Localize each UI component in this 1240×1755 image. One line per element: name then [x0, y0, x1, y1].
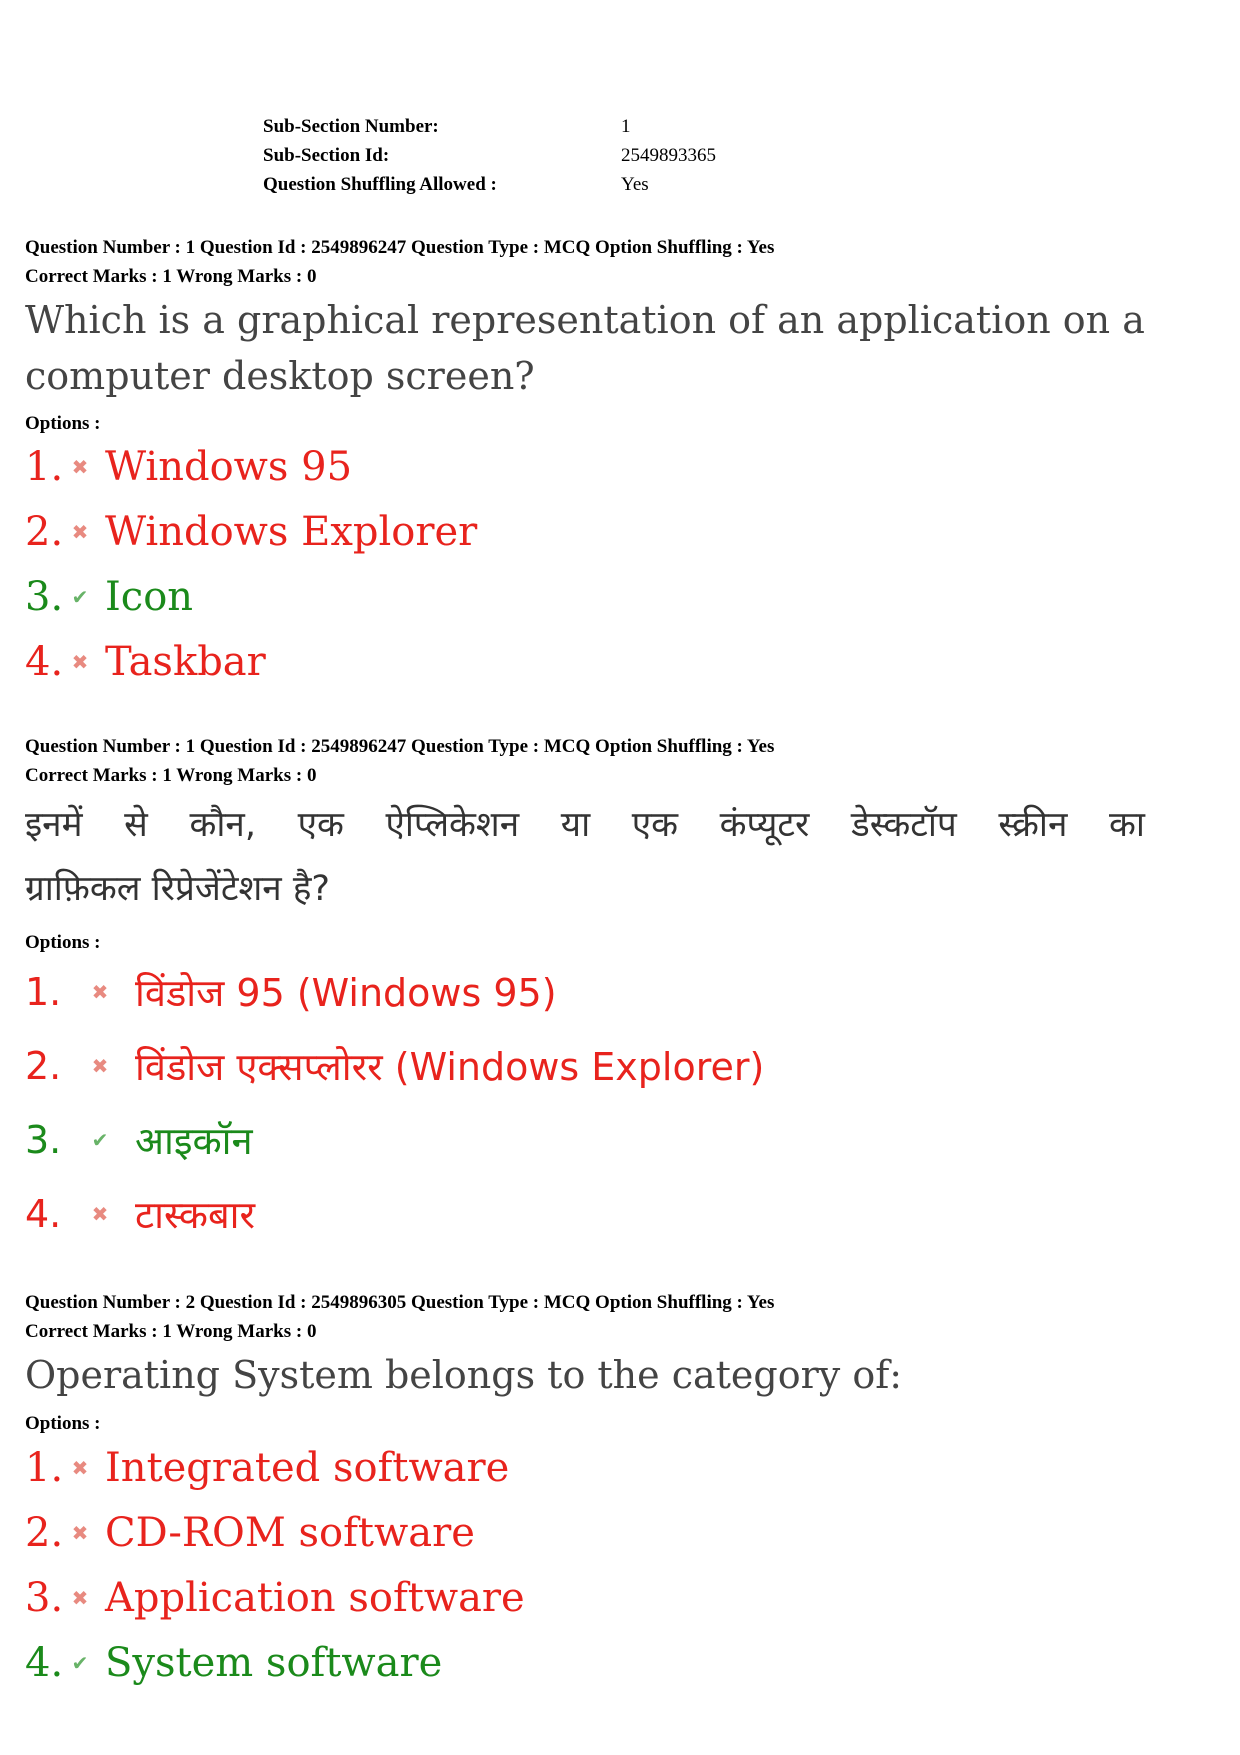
subsection-number-value: 1: [621, 116, 631, 137]
option-text: Icon: [105, 574, 194, 620]
option-number: 3.: [25, 1575, 64, 1621]
option-number: 1.: [25, 970, 62, 1014]
question-text-line: इनमें से कौन, एक ऐप्लिकेशन या एक कंप्यूटर डेस्कटॉप स्क्रीन का: [25, 805, 1145, 845]
question-header: Question Number : 2 Question Id : 2549896305 Question Type : MCQ Option Shuffling : Yes: [25, 1292, 775, 1313]
option-text: Taskbar: [105, 639, 266, 685]
option-3[interactable]: [25, 1107, 253, 1173]
option-4[interactable]: [25, 632, 266, 692]
options-label: Options :: [25, 932, 101, 953]
option-number: 4.: [25, 1640, 64, 1686]
subsection-number-label: Sub-Section Number:: [263, 116, 439, 137]
option-number: 2.: [25, 1510, 64, 1556]
option-number: 3.: [25, 1118, 62, 1162]
subsection-id-label: Sub-Section Id:: [263, 145, 390, 166]
option-text: Integrated software: [105, 1445, 510, 1491]
option-2[interactable]: [25, 1033, 764, 1099]
cross-icon: ✖: [91, 1054, 109, 1078]
question-header: Question Number : 1 Question Id : 2549896247 Question Type : MCQ Option Shuffling : Yes: [25, 237, 775, 258]
check-icon: ✔: [91, 1128, 109, 1152]
option-text: Windows Explorer: [105, 509, 478, 555]
question-text-line: Which is a graphical representation of an application on a: [25, 298, 1145, 342]
question-shuffling-value: Yes: [621, 174, 649, 195]
option-2[interactable]: [25, 1503, 475, 1563]
option-text: CD-ROM software: [105, 1510, 475, 1556]
question-marks: Correct Marks : 1 Wrong Marks : 0: [25, 266, 317, 287]
option-number: 2.: [25, 509, 64, 555]
option-number: 2.: [25, 1044, 62, 1088]
option-1[interactable]: [25, 1438, 509, 1498]
option-text: Application software: [105, 1575, 525, 1621]
option-4[interactable]: [25, 1633, 442, 1693]
options-label: Options :: [25, 413, 101, 434]
question-text-line: Operating System belongs to the category of:: [25, 1353, 903, 1397]
cross-icon: ✖: [71, 1456, 89, 1480]
option-text: System software: [105, 1640, 443, 1686]
option-text: टास्कबार: [135, 1193, 256, 1237]
option-number: 1.: [25, 444, 64, 490]
cross-icon: ✖: [71, 650, 89, 674]
question-marks: Correct Marks : 1 Wrong Marks : 0: [25, 1321, 317, 1342]
question-header: Question Number : 1 Question Id : 2549896247 Question Type : MCQ Option Shuffling : Yes: [25, 736, 775, 757]
option-text: विंडोज 95 (Windows 95): [135, 971, 557, 1015]
options-label: Options :: [25, 1413, 101, 1434]
option-3[interactable]: [25, 567, 193, 627]
subsection-id-value: 2549893365: [621, 145, 716, 166]
question-marks: Correct Marks : 1 Wrong Marks : 0: [25, 765, 317, 786]
option-2[interactable]: [25, 502, 477, 562]
option-1[interactable]: [25, 959, 557, 1025]
question-shuffling-label: Question Shuffling Allowed :: [263, 174, 497, 195]
question-text: [25, 793, 1145, 921]
check-icon: ✔: [71, 1651, 89, 1675]
option-text: आइकॉन: [135, 1119, 253, 1163]
option-4[interactable]: [25, 1181, 255, 1247]
option-number: 3.: [25, 574, 64, 620]
question-text-line: ग्राफ़िकल रिप्रेजेंटेशन है?: [25, 869, 331, 909]
cross-icon: ✖: [71, 455, 89, 479]
question-text: [25, 292, 1145, 404]
cross-icon: ✖: [71, 1586, 89, 1610]
cross-icon: ✖: [71, 520, 89, 544]
cross-icon: ✖: [91, 980, 109, 1004]
option-1[interactable]: [25, 437, 352, 497]
option-text: Windows 95: [105, 444, 353, 490]
option-number: 4.: [25, 639, 64, 685]
option-number: 1.: [25, 1445, 64, 1491]
question-text: [25, 1347, 1145, 1403]
option-3[interactable]: [25, 1568, 525, 1628]
cross-icon: ✖: [71, 1521, 89, 1545]
cross-icon: ✖: [91, 1202, 109, 1226]
option-text: विंडोज एक्सप्लोरर (Windows Explorer): [135, 1045, 765, 1089]
question-text-line: computer desktop screen?: [25, 354, 535, 398]
option-number: 4.: [25, 1192, 62, 1236]
check-icon: ✔: [71, 585, 89, 609]
